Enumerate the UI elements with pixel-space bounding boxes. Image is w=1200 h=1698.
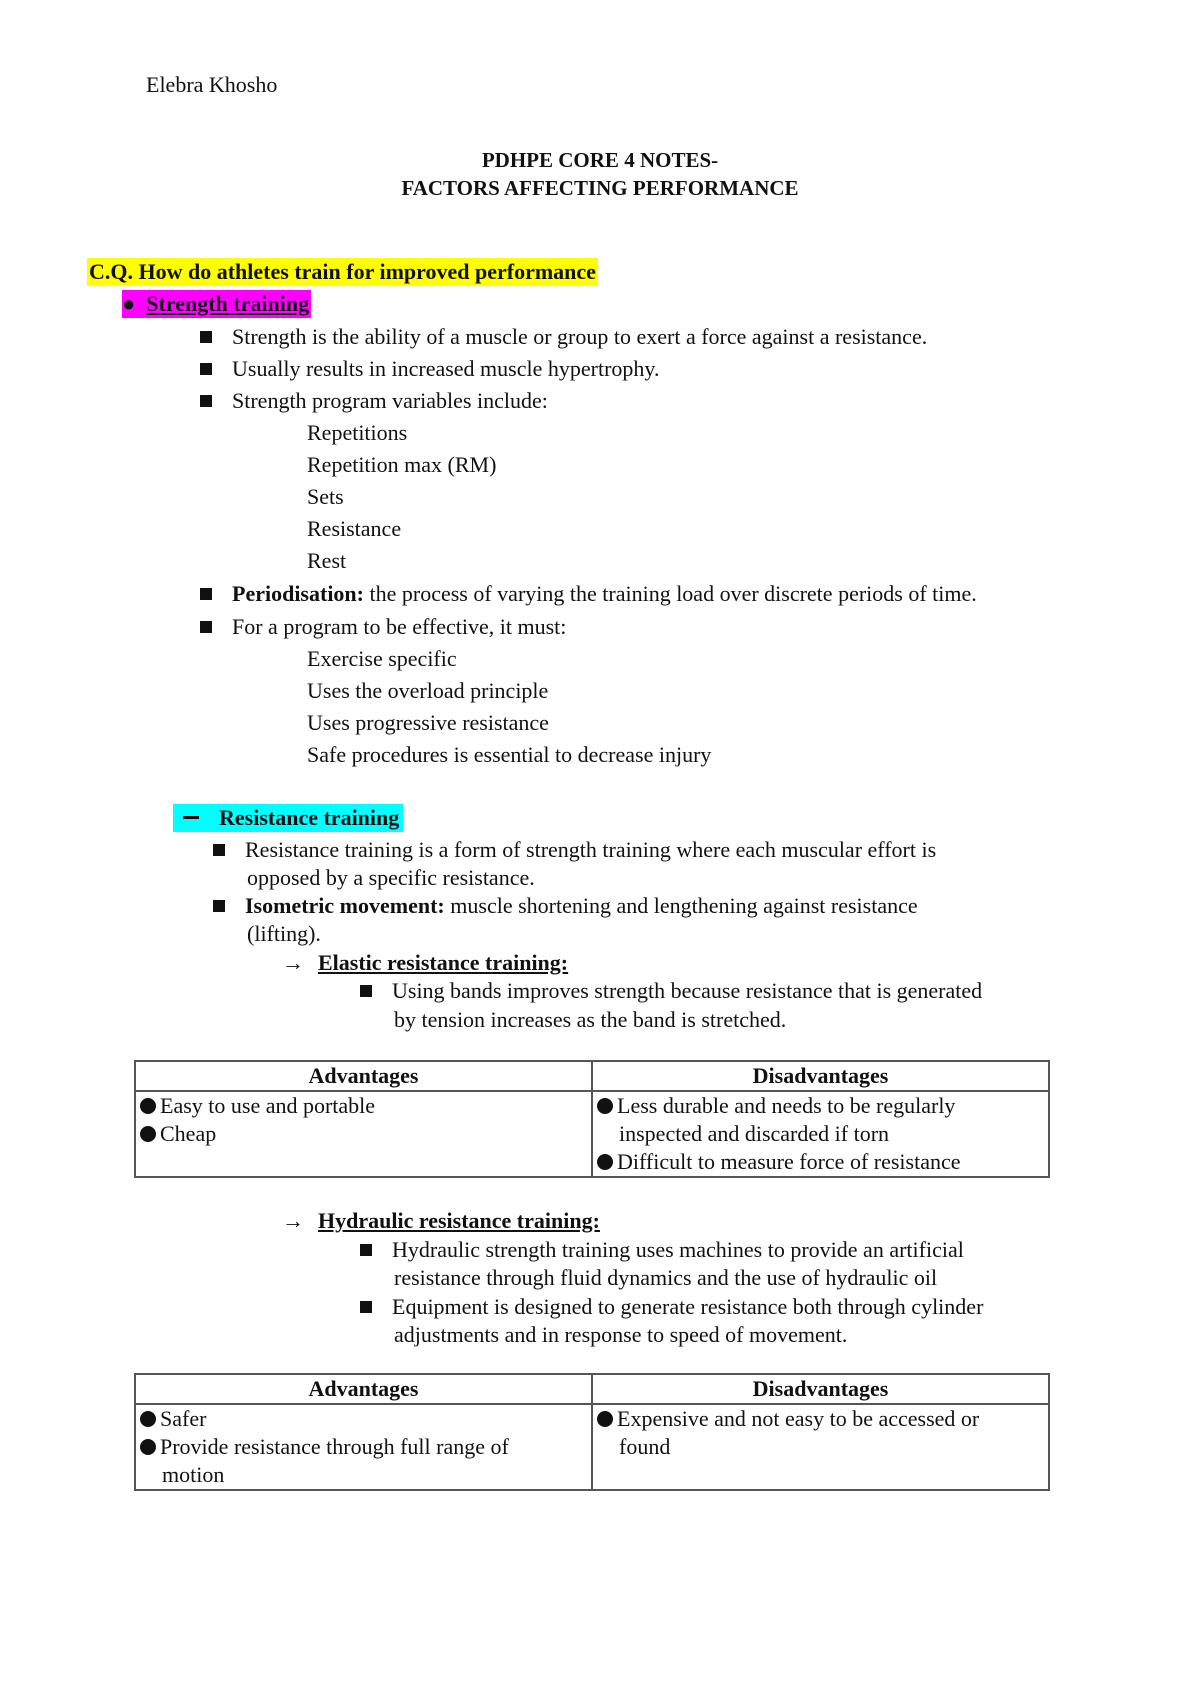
arrow-right-icon: → <box>282 1208 304 1233</box>
periodisation-definition: the process of varying the training load over discrete periods of time. <box>364 581 977 606</box>
elastic-heading-label: Elastic resistance training: <box>318 950 569 975</box>
advantages-header: Advantages <box>135 1061 592 1091</box>
hydraulic-point-1-line2: resistance through fluid dynamics and the use of hydraulic oil <box>394 1265 938 1290</box>
elastic-point <box>360 978 982 1004</box>
hydraulic-heading-label: Hydraulic resistance training: <box>318 1208 600 1233</box>
strength-point-3 <box>200 388 548 414</box>
list-item <box>597 1148 1044 1176</box>
effective-intro-text: For a program to be effective, it must: <box>232 614 567 639</box>
disadvantage-text: Difficult to measure force of resistance <box>617 1149 961 1174</box>
list-item <box>140 1092 587 1120</box>
elastic-table <box>134 1060 1050 1178</box>
isometric-line2: (lifting). <box>247 921 321 946</box>
disadvantage-continuation: found <box>619 1434 671 1459</box>
variable-item: Sets <box>307 484 344 509</box>
author-name: Elebra Khosho <box>146 72 278 97</box>
elastic-point-line1: Using bands improves strength because resistance that is generated <box>392 978 983 1003</box>
strength-training-heading <box>122 290 311 318</box>
square-bullet-icon <box>200 621 212 633</box>
advantage-text: Safer <box>160 1406 207 1431</box>
bullet-circle-icon <box>140 1126 156 1142</box>
bullet-circle-icon <box>140 1411 156 1427</box>
strength-point-2 <box>200 356 659 382</box>
square-bullet-icon <box>213 844 225 856</box>
strength-point-2-text: Usually results in increased muscle hypertrophy. <box>232 356 660 381</box>
effective-item: Uses progressive resistance <box>307 710 549 735</box>
advantages-header: Advantages <box>135 1374 592 1404</box>
dash-bullet-icon <box>183 816 199 819</box>
elastic-heading <box>282 950 568 976</box>
advantage-continuation: motion <box>162 1462 225 1487</box>
square-bullet-icon <box>200 331 212 343</box>
periodisation-term: Periodisation: <box>232 581 364 606</box>
strength-point-1-text: Strength is the ability of a muscle or group to exert a force against a resistance. <box>232 324 928 349</box>
elastic-point-line2: by tension increases as the band is stretched. <box>394 1007 787 1032</box>
hydraulic-point-2 <box>360 1294 983 1320</box>
square-bullet-icon <box>213 900 225 912</box>
square-bullet-icon <box>360 985 372 997</box>
strength-heading-label: Strength training <box>146 291 310 316</box>
isometric-term: Isometric movement: <box>245 893 445 918</box>
square-bullet-icon <box>360 1301 372 1313</box>
effective-item: Uses the overload principle <box>307 678 549 703</box>
hydraulic-table <box>134 1373 1050 1491</box>
square-bullet-icon <box>200 363 212 375</box>
square-bullet-icon <box>200 395 212 407</box>
hydraulic-point-2-line2: adjustments and in response to speed of movement. <box>394 1322 848 1347</box>
resistance-point-1-line1: Resistance training is a form of strength training where each muscular effort is <box>245 837 937 862</box>
square-bullet-icon <box>200 588 212 600</box>
square-bullet-icon <box>360 1244 372 1256</box>
resistance-training-heading <box>173 804 403 832</box>
list-item <box>597 1405 1044 1433</box>
hydraulic-heading <box>282 1208 600 1234</box>
effective-item: Exercise specific <box>307 646 457 671</box>
hydraulic-point-1 <box>360 1237 964 1263</box>
disadvantages-cell <box>592 1404 1049 1490</box>
list-item <box>140 1405 587 1433</box>
arrow-right-icon: → <box>282 950 304 975</box>
bullet-circle-icon <box>140 1439 156 1455</box>
resistance-point-1-line2: opposed by a specific resistance. <box>247 865 535 890</box>
page-title-line2: FACTORS AFFECTING PERFORMANCE <box>401 176 799 200</box>
list-item <box>597 1092 1044 1120</box>
disadvantage-text: Expensive and not easy to be accessed or <box>617 1406 980 1431</box>
variable-item: Repetition max (RM) <box>307 452 497 477</box>
resistance-heading-label: Resistance training <box>219 805 400 830</box>
advantage-text: Cheap <box>160 1121 217 1146</box>
disadvantages-header: Disadvantages <box>592 1374 1049 1404</box>
advantages-cell <box>135 1404 592 1490</box>
variable-item: Rest <box>307 548 347 573</box>
disadvantages-cell <box>592 1091 1049 1177</box>
bullet-circle-icon <box>597 1098 613 1114</box>
bullet-circle-icon <box>597 1154 613 1170</box>
strength-point-1 <box>200 324 927 350</box>
effective-point <box>200 614 566 640</box>
advantage-text: Easy to use and portable <box>160 1093 376 1118</box>
list-item <box>140 1433 587 1461</box>
bullet-circle-icon: ● <box>122 291 136 316</box>
advantages-cell <box>135 1091 592 1177</box>
page-title-line1: PDHPE CORE 4 NOTES- <box>481 148 719 172</box>
hydraulic-point-1-line1: Hydraulic strength training uses machines to provide an artificial <box>392 1237 964 1262</box>
isometric-definition: muscle shortening and lengthening against resistance <box>444 893 918 918</box>
isometric-point <box>213 893 918 919</box>
periodisation-point <box>200 581 977 607</box>
bullet-circle-icon <box>597 1411 613 1427</box>
list-item <box>140 1120 587 1148</box>
effective-item: Safe procedures is essential to decrease injury <box>307 742 712 767</box>
disadvantage-continuation: inspected and discarded if torn <box>619 1121 890 1146</box>
resistance-point-1 <box>213 837 936 863</box>
variable-item: Resistance <box>307 516 402 541</box>
disadvantage-text: Less durable and needs to be regularly <box>617 1093 956 1118</box>
disadvantages-header: Disadvantages <box>592 1061 1049 1091</box>
hydraulic-point-2-line1: Equipment is designed to generate resistance both through cylinder <box>392 1294 984 1319</box>
variable-item: Repetitions <box>307 420 408 445</box>
strength-point-3-text: Strength program variables include: <box>232 388 548 413</box>
advantage-text: Provide resistance through full range of <box>160 1434 509 1459</box>
content-question: C.Q. How do athletes train for improved performance <box>89 259 596 284</box>
bullet-circle-icon <box>140 1098 156 1114</box>
